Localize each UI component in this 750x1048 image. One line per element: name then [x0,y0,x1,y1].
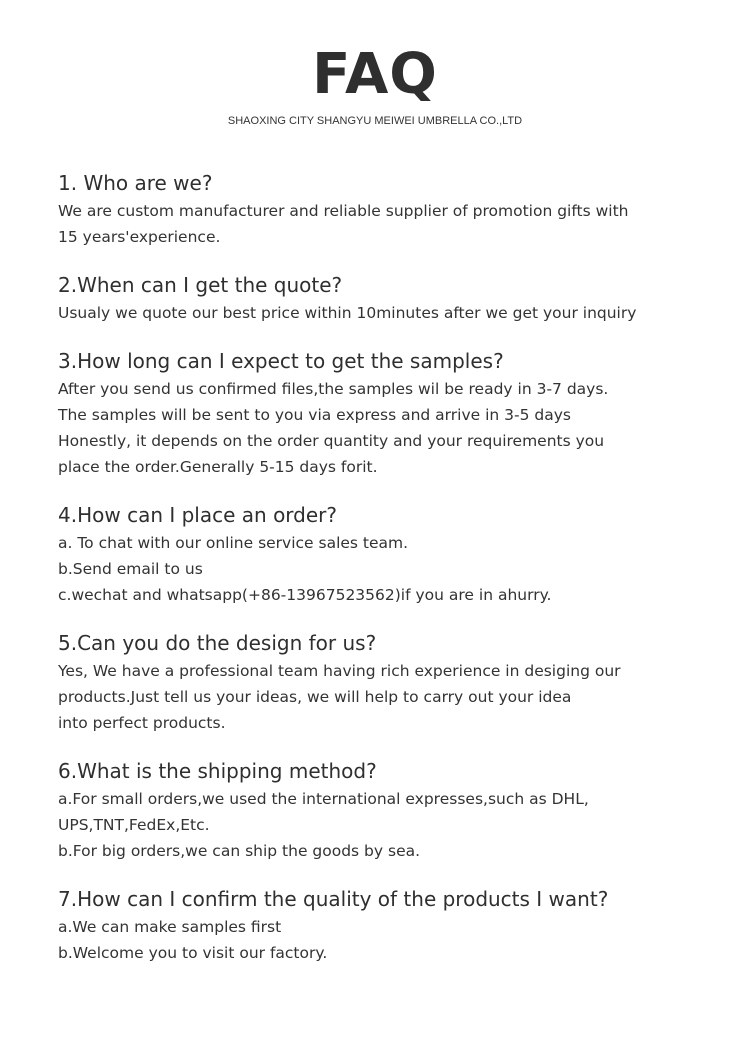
faq-question: 7.How can I confirm the quality of the products I want? [58,887,609,911]
faq-answer-line: b.For big orders,we can ship the goods by sea. [58,842,421,860]
faq-answer-line: UPS,TNT,FedEx,Etc. [58,816,210,834]
faq-answer-line: b.Welcome you to visit our factory. [58,944,328,962]
faq-item-4 [58,500,708,608]
company-name: SHAOXING CITY SHANGYU MEIWEI UMBRELLA CO.,LTD [227,115,523,127]
faq-question: 5.Can you do the design for us? [58,631,377,655]
faq-answer-line: c.wechat and whatsapp(+86-13967523562)if you are in ahurry. [58,586,552,604]
faq-answer-line: The samples will be sent to you via express and arrive in 3-5 days [58,406,571,424]
faq-answer-line: b.Send email to us [58,560,203,578]
faq-item-6 [58,756,708,864]
faq-item-5 [58,628,708,736]
faq-answer-line: a.For small orders,we used the international expresses,such as DHL, [58,790,589,808]
faq-answer-line: Usualy we quote our best price within 10minutes after we get your inquiry [58,304,637,322]
faq-answer-line: After you send us confirmed files,the samples wil be ready in 3-7 days. [58,380,609,398]
faq-answer-line: a.We can make samples first [58,918,282,936]
faq-answer-line: a. To chat with our online service sales team. [58,534,409,552]
faq-answer-line: We are custom manufacturer and reliable supplier of promotion gifts with [58,202,629,220]
faq-question: 6.What is the shipping method? [58,759,377,783]
faq-question: 4.How can I place an order? [58,503,338,527]
faq-answer-line: products.Just tell us your ideas, we will help to carry out your idea [58,688,572,706]
faq-answer-line: 15 years'experience. [58,228,221,246]
faq-answer-line: Yes, We have a professional team having rich experience in desiging our [58,662,621,680]
faq-item-3 [58,346,708,480]
faq-list [58,168,708,986]
page-title: FAQ [312,42,438,107]
faq-answer-line: into perfect products. [58,714,226,732]
faq-question: 1. Who are we? [58,171,213,195]
faq-item-7 [58,884,708,966]
header [0,0,750,128]
faq-question: 2.When can I get the quote? [58,273,343,297]
faq-answer-line: place the order.Generally 5-15 days forit. [58,458,378,476]
faq-answer-line: Honestly, it depends on the order quantity and your requirements you [58,432,605,450]
faq-item-2 [58,270,708,326]
faq-question: 3.How long can I expect to get the samples? [58,349,504,373]
faq-item-1 [58,168,708,250]
